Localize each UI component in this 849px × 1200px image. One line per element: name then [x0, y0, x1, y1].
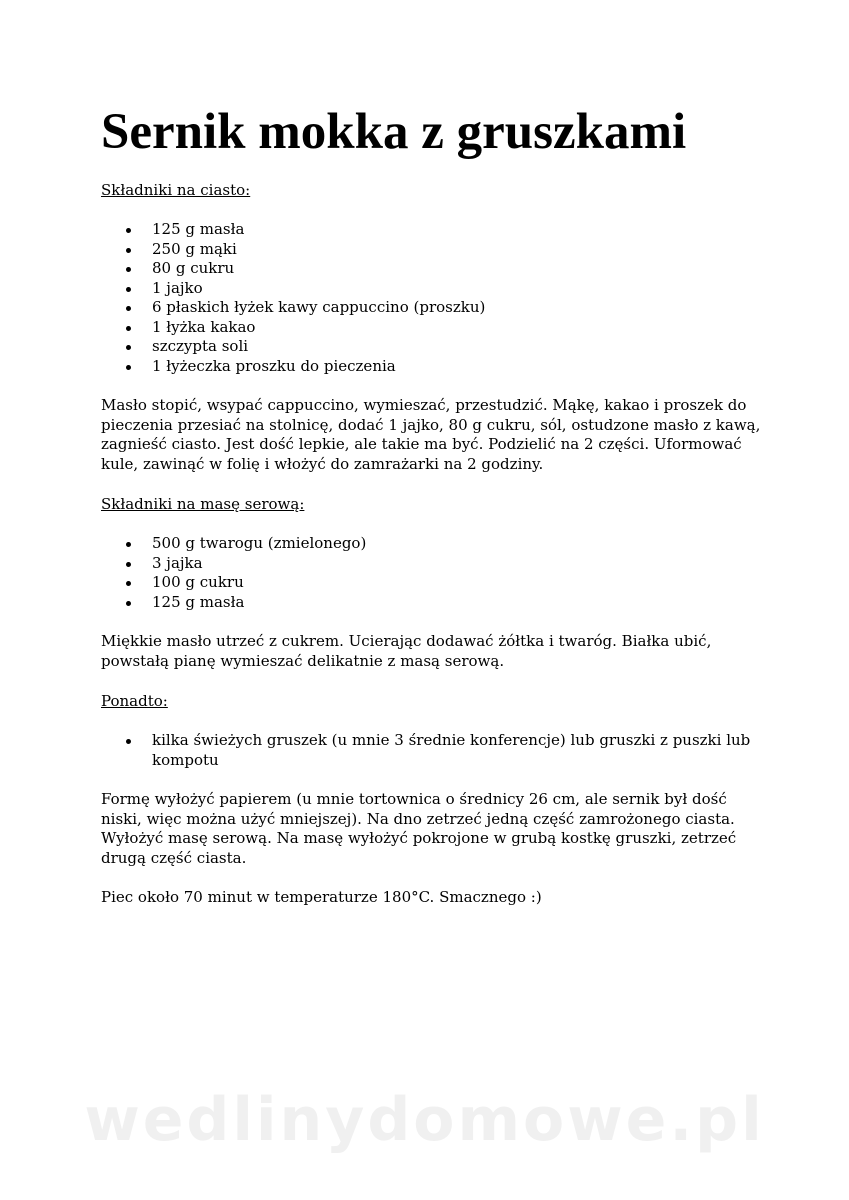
- list-item: 80 g cukru: [101, 259, 761, 279]
- extras-section: [101, 691, 761, 868]
- list-item: 100 g cukru: [101, 573, 761, 593]
- list-item: szczypta soli: [101, 337, 761, 357]
- list-item: 250 g mąki: [101, 240, 761, 260]
- cheese-ingredients-heading: Składniki na masę serową:: [101, 495, 305, 513]
- dough-instructions: Masło stopić, wsypać cappuccino, wymieszać, przestudzić. Mąkę, kakao i proszek do pieczenia przesiać na stolnicę, dodać 1 jajko, 80 g cukru, sól, ostudzone masło z kawą, zagnieść ciasto. Jest dość lepkie, ale takie ma być. Podzielić na 2 części. Uformować kule, zawinąć w folię i włożyć do zamrażarki na 2 godziny.: [101, 396, 761, 473]
- recipe-title: Sernik mokka z gruszkami: [101, 104, 687, 160]
- list-item: 125 g masła: [101, 220, 761, 240]
- dough-section: [101, 180, 761, 474]
- list-item: 3 jajka: [101, 554, 761, 574]
- cheese-instructions: Miękkie masło utrzeć z cukrem. Ucierając dodawać żółtka i twaróg. Białka ubić, powstałą pianę wymieszać delikatnie z masą serową.: [101, 632, 712, 670]
- cheese-ingredients-list: [101, 534, 761, 612]
- watermark-logo: wedlinydomowe.pl: [84, 1085, 765, 1155]
- recipe-page: [101, 100, 761, 928]
- dough-ingredients-list: [101, 220, 761, 376]
- list-item: 1 łyżeczka proszku do pieczenia: [101, 357, 761, 377]
- cheese-section: [101, 494, 761, 671]
- baking-instructions: Piec około 70 minut w temperaturze 180°C. Smacznego :): [101, 888, 542, 906]
- extras-list: [101, 731, 761, 770]
- list-item: 6 płaskich łyżek kawy cappuccino (proszku): [101, 298, 761, 318]
- list-item: 1 jajko: [101, 279, 761, 299]
- list-item: kilka świeżych gruszek (u mnie 3 średnie konferencje) lub gruszki z puszki lub kompotu: [101, 731, 761, 770]
- list-item: 500 g twarogu (zmielonego): [101, 534, 761, 554]
- list-item: 125 g masła: [101, 593, 761, 613]
- dough-ingredients-heading: Składniki na ciasto:: [101, 181, 251, 199]
- assembly-instructions: Formę wyłożyć papierem (u mnie tortownica o średnicy 26 cm, ale sernik był dość niski, więc można użyć mniejszej). Na dno zetrzeć jedną część zamrożonego ciasta. Wyłożyć masę serową. Na masę wyłożyć pokrojone w grubą kostkę gruszki, zetrzeć drugą część ciasta.: [101, 790, 737, 867]
- list-item: 1 łyżka kakao: [101, 318, 761, 338]
- extras-heading: Ponadto:: [101, 692, 168, 710]
